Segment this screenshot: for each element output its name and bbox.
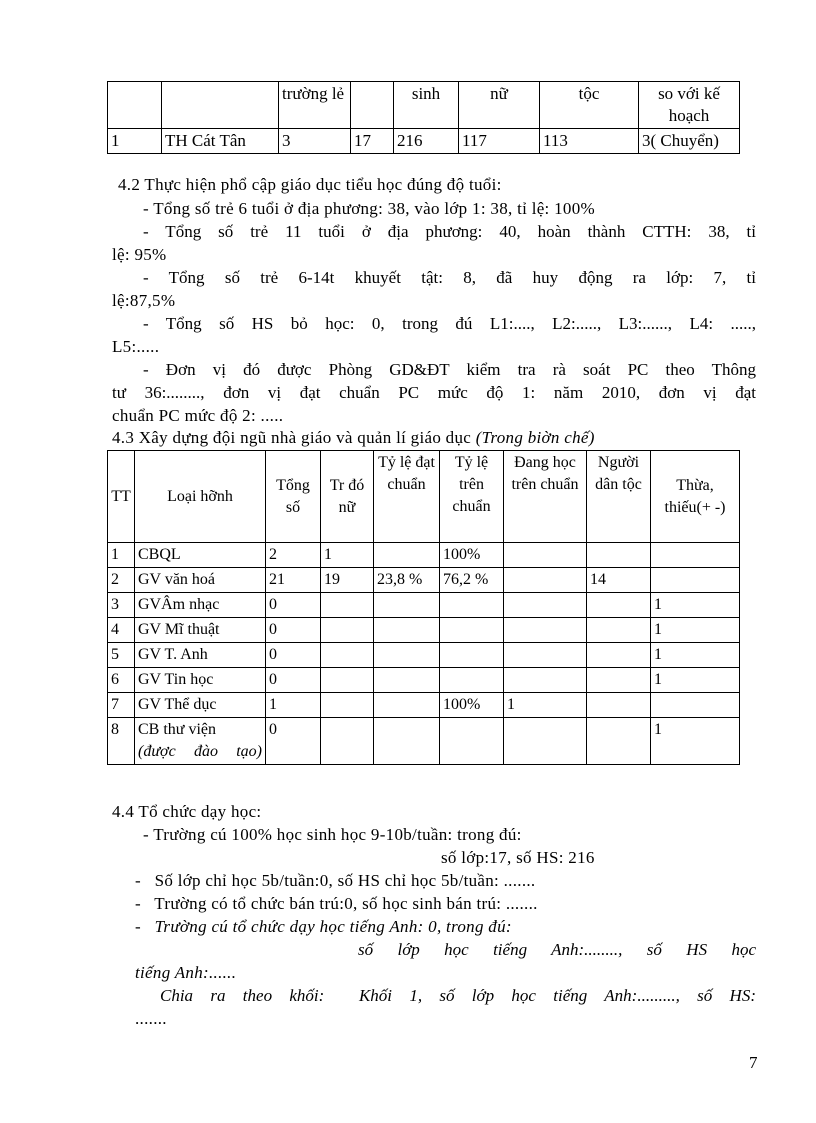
table-cell: 1 bbox=[651, 668, 740, 693]
paragraph-line: chuẩn PC mức độ 2: ..... bbox=[112, 406, 284, 425]
table-cell: 3( Chuyển) bbox=[639, 129, 740, 154]
paragraph-line: Chia ra theo khối: Khối 1, số lớp học tiếng Anh:........., số HS: bbox=[160, 986, 756, 1005]
table-cell: 1 bbox=[651, 718, 740, 765]
header-cell: Đang học trên chuẩn bbox=[504, 451, 587, 543]
table-cell bbox=[321, 593, 374, 618]
paragraph-line: tiếng Anh:...... bbox=[135, 963, 237, 982]
table-cell bbox=[440, 643, 504, 668]
table-cell: GV Thể dục bbox=[135, 693, 266, 718]
paragraph-line: - Tổng số trẻ 6 tuổi ở địa phương: 38, vào lớp 1: 38, tỉ lệ: 100% bbox=[143, 199, 595, 218]
section-heading-text: 4.3 Xây dựng đội ngũ nhà giáo và quản lí giáo dục bbox=[112, 428, 476, 447]
paragraph-line: lệ: 95% bbox=[112, 245, 167, 264]
table-cell bbox=[587, 693, 651, 718]
table-cell: GV văn hoá bbox=[135, 568, 266, 593]
table-cell: GV Tin học bbox=[135, 668, 266, 693]
table-row bbox=[108, 129, 740, 154]
table-row bbox=[108, 82, 740, 129]
section-heading bbox=[112, 427, 595, 449]
paragraph-line: số lớp học tiếng Anh:........, số HS học bbox=[358, 940, 756, 959]
paragraph-line: - Số lớp chỉ học 5b/tuần:0, số HS chỉ học 5b/tuần: ....... bbox=[135, 871, 536, 890]
header-cell: Loại hỡnh bbox=[135, 451, 266, 543]
paragraph-line: - Trường cú 100% học sinh học 9-10b/tuần: trong đú: bbox=[143, 825, 522, 844]
table-cell: 0 bbox=[266, 643, 321, 668]
table-cell bbox=[374, 543, 440, 568]
table-cell bbox=[321, 668, 374, 693]
table-cell: GV T. Anh bbox=[135, 643, 266, 668]
table-cell bbox=[504, 543, 587, 568]
table-cell: 0 bbox=[266, 668, 321, 693]
row-type-note: (được đào tạo) bbox=[138, 743, 262, 760]
table-cell bbox=[587, 668, 651, 693]
table-cell: 1 bbox=[108, 129, 162, 154]
header-cell: Tỷ lệ trên chuẩn bbox=[440, 451, 504, 543]
table-cell: 113 bbox=[540, 129, 639, 154]
paragraph-line: - Đơn vị đó được Phòng GD&ĐT kiểm tra rà soát PC theo Thông bbox=[143, 360, 756, 379]
header-cell: Tr đó nữ bbox=[321, 451, 374, 543]
table-cell bbox=[440, 668, 504, 693]
table-header-row bbox=[108, 451, 740, 543]
paragraph-line: - Tổng số trẻ 6-14t khuyết tật: 8, đã huy động ra lớp: 7, tỉ bbox=[143, 268, 756, 287]
table-cell bbox=[135, 718, 266, 765]
table-cell bbox=[374, 668, 440, 693]
table-row bbox=[108, 593, 740, 618]
table-cell: 21 bbox=[266, 568, 321, 593]
header-cell: TT bbox=[108, 451, 135, 543]
table-cell: 14 bbox=[587, 568, 651, 593]
table-cell: so với kế hoạch bbox=[639, 82, 740, 129]
table-cell: 3 bbox=[279, 129, 351, 154]
table-cell bbox=[587, 618, 651, 643]
table-cell: 117 bbox=[459, 129, 540, 154]
table-cell bbox=[651, 568, 740, 593]
table-cell: 19 bbox=[321, 568, 374, 593]
staff-table bbox=[107, 450, 740, 765]
table-cell bbox=[504, 668, 587, 693]
paragraph-line: ....... bbox=[135, 1009, 167, 1028]
row-type-label: CB thư viện bbox=[138, 721, 217, 738]
table-cell bbox=[321, 618, 374, 643]
paragraph-line: - Tổng số HS bỏ học: 0, trong đú L1:...., L2:....., L3:......, L4: ....., bbox=[143, 314, 756, 333]
table-cell bbox=[587, 593, 651, 618]
paragraph-line: - Trường cú tổ chức dạy học tiếng Anh: 0, trong đú: bbox=[135, 917, 512, 936]
table-cell bbox=[587, 718, 651, 765]
table-cell bbox=[651, 693, 740, 718]
section-heading-note: (Trong biờn chế) bbox=[475, 428, 595, 447]
table-cell bbox=[587, 643, 651, 668]
table-cell: 1 bbox=[651, 593, 740, 618]
table-cell bbox=[374, 643, 440, 668]
table-cell bbox=[374, 693, 440, 718]
page-number: 7 bbox=[749, 1053, 758, 1072]
table-cell bbox=[504, 643, 587, 668]
table-cell: 5 bbox=[108, 643, 135, 668]
table-cell: 100% bbox=[440, 543, 504, 568]
table-cell bbox=[504, 593, 587, 618]
paragraph-line: L5:..... bbox=[112, 337, 160, 356]
school-summary-table bbox=[107, 81, 740, 154]
table-cell: 7 bbox=[108, 693, 135, 718]
section-heading: 4.2 Thực hiện phổ cập giáo dục tiểu học đúng độ tuổi: bbox=[118, 175, 502, 194]
table-cell: 1 bbox=[108, 543, 135, 568]
paragraph-line: tư 36:........, đơn vị đạt chuẩn PC mức độ 1: năm 2010, đơn vị đạt bbox=[112, 383, 756, 402]
table-cell bbox=[321, 693, 374, 718]
table-cell: 216 bbox=[394, 129, 459, 154]
table-cell bbox=[440, 718, 504, 765]
table-cell: 0 bbox=[266, 718, 321, 765]
header-cell: Tỷ lệ đạt chuẩn bbox=[374, 451, 440, 543]
table-cell: trường lẻ bbox=[279, 82, 351, 129]
table-cell: 2 bbox=[266, 543, 321, 568]
table-cell: 2 bbox=[108, 568, 135, 593]
table-cell: 17 bbox=[351, 129, 394, 154]
table-cell: 4 bbox=[108, 618, 135, 643]
table-cell: 1 bbox=[321, 543, 374, 568]
paragraph-line: lệ:87,5% bbox=[112, 291, 176, 310]
table-cell: 1 bbox=[266, 693, 321, 718]
table-cell: 76,2 % bbox=[440, 568, 504, 593]
table-cell bbox=[440, 593, 504, 618]
table-cell: 6 bbox=[108, 668, 135, 693]
paragraph-line: - Tổng số trẻ 11 tuổi ở địa phương: 40, hoàn thành CTTH: 38, tỉ bbox=[143, 222, 756, 241]
table-row bbox=[108, 693, 740, 718]
table-cell bbox=[108, 82, 162, 129]
table-cell bbox=[504, 718, 587, 765]
table-row bbox=[108, 568, 740, 593]
table-cell: 1 bbox=[504, 693, 587, 718]
table-cell: 8 bbox=[108, 718, 135, 765]
table-cell bbox=[374, 718, 440, 765]
table-cell bbox=[374, 618, 440, 643]
table-cell bbox=[162, 82, 279, 129]
table-row bbox=[108, 718, 740, 765]
table-cell: nữ bbox=[459, 82, 540, 129]
table-cell: 0 bbox=[266, 593, 321, 618]
header-cell: Thừa, thiếu(+ -) bbox=[651, 451, 740, 543]
section-heading: 4.4 Tổ chức dạy học: bbox=[112, 802, 262, 821]
table-row bbox=[108, 643, 740, 668]
table-row bbox=[108, 543, 740, 568]
table-cell bbox=[351, 82, 394, 129]
table-cell bbox=[321, 718, 374, 765]
table-cell: TH Cát Tân bbox=[162, 129, 279, 154]
table-cell: 23,8 % bbox=[374, 568, 440, 593]
table-row bbox=[108, 618, 740, 643]
table-cell: 100% bbox=[440, 693, 504, 718]
table-cell: 1 bbox=[651, 643, 740, 668]
table-cell: 1 bbox=[651, 618, 740, 643]
table-cell bbox=[504, 568, 587, 593]
table-cell: sinh bbox=[394, 82, 459, 129]
header-cell: Người dân tộc bbox=[587, 451, 651, 543]
table-cell: GV Mĩ thuật bbox=[135, 618, 266, 643]
table-cell bbox=[374, 593, 440, 618]
table-cell bbox=[321, 643, 374, 668]
table-cell: tộc bbox=[540, 82, 639, 129]
table-cell: 3 bbox=[108, 593, 135, 618]
table-cell: 0 bbox=[266, 618, 321, 643]
table-cell: CBQL bbox=[135, 543, 266, 568]
table-cell: GVÂm nhạc bbox=[135, 593, 266, 618]
paragraph-line: - Trường có tổ chức bán trú:0, số học sinh bán trú: ....... bbox=[135, 894, 538, 913]
header-cell: Tổng số bbox=[266, 451, 321, 543]
table-cell bbox=[651, 543, 740, 568]
paragraph-line: số lớp:17, số HS: 216 bbox=[441, 848, 595, 867]
table-cell bbox=[504, 618, 587, 643]
table-cell bbox=[440, 618, 504, 643]
table-row bbox=[108, 668, 740, 693]
table-cell bbox=[587, 543, 651, 568]
